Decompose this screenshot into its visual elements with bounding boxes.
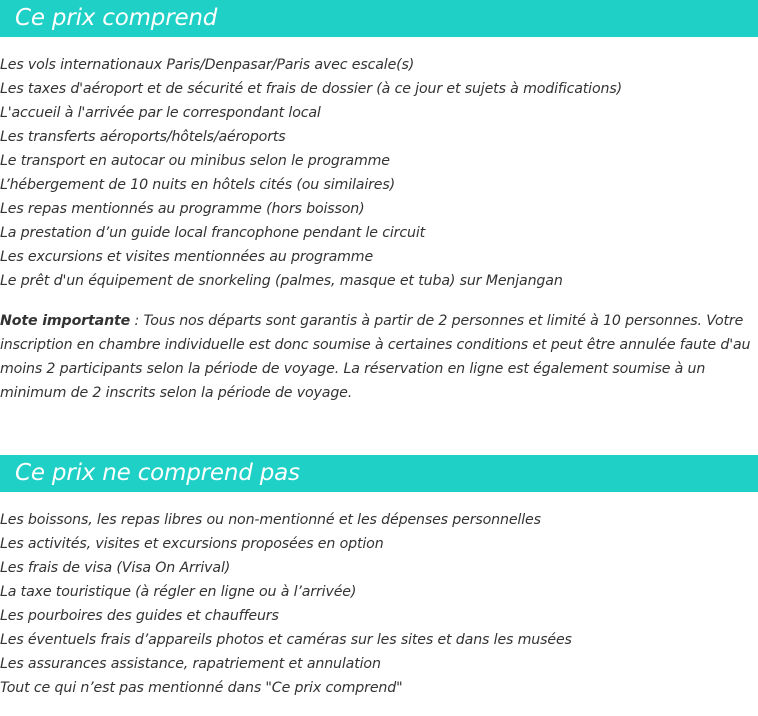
included-list: [0, 53, 758, 293]
excluded-list: [0, 508, 758, 700]
list-item: Les éventuels frais d’appareils photos et caméras sur les sites et dans les musées: [0, 632, 572, 648]
list-item: Les boissons, les repas libres ou non-mentionné et les dépenses personnelles: [0, 512, 541, 528]
list-item: Tout ce qui n’est pas mentionné dans "Ce prix comprend": [0, 680, 403, 696]
list-item: La taxe touristique (à régler en ligne ou à l’arrivée): [0, 584, 357, 600]
list-item: Les frais de visa (Visa On Arrival): [0, 560, 231, 576]
list-item: Les activités, visites et excursions proposées en option: [0, 536, 384, 552]
list-item: Les repas mentionnés au programme (hors boisson): [0, 201, 365, 217]
list-item: Les pourboires des guides et chauffeurs: [0, 608, 279, 624]
list-item: Les vols internationaux Paris/Denpasar/Paris avec escale(s): [0, 57, 415, 73]
section-title-excluded: Ce prix ne comprend pas: [0, 455, 758, 492]
note-label: Note importante: [0, 313, 131, 329]
note-text: : Tous nos départs sont garantis à partir de 2 personnes et limité à 10 personnes. Votre inscription en chambre individuelle est donc soumise à certaines conditions et peut être annulée faute d'au moins 2 participants selon la période de voyage. La réservation en ligne est également soumise à un minimum de 2 inscrits selon la période de voyage.: [0, 313, 751, 401]
section-title-included: Ce prix comprend: [0, 0, 758, 37]
list-item: Le transport en autocar ou minibus selon le programme: [0, 153, 390, 169]
list-item: Le prêt d'un équipement de snorkeling (palmes, masque et tuba) sur Menjangan: [0, 273, 563, 289]
list-item: La prestation d’un guide local francophone pendant le circuit: [0, 225, 426, 241]
list-item: Les taxes d'aéroport et de sécurité et frais de dossier (à ce jour et sujets à modifications): [0, 81, 622, 97]
list-item: L’hébergement de 10 nuits en hôtels cités (ou similaires): [0, 177, 395, 193]
list-item: Les assurances assistance, rapatriement et annulation: [0, 656, 381, 672]
list-item: Les excursions et visites mentionnées au programme: [0, 249, 374, 265]
important-note: [0, 309, 752, 405]
list-item: Les transferts aéroports/hôtels/aéroports: [0, 129, 286, 145]
list-item: L'accueil à l'arrivée par le correspondant local: [0, 105, 321, 121]
